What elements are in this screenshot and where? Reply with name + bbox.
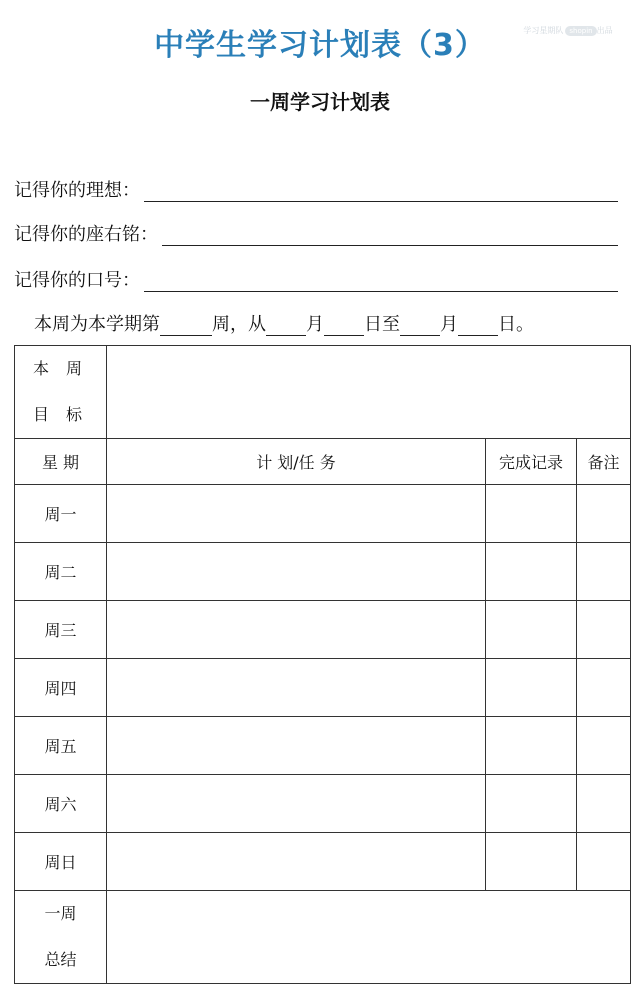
table-row	[15, 717, 631, 775]
goal-row	[15, 346, 631, 439]
plan-cell[interactable]	[107, 775, 486, 833]
start-day-blank[interactable]	[324, 317, 364, 336]
record-cell[interactable]	[486, 601, 577, 659]
note-cell[interactable]	[577, 543, 631, 601]
weekly-plan-table	[14, 345, 631, 984]
week-text-4: 日至	[364, 314, 400, 335]
note-cell[interactable]	[577, 601, 631, 659]
goal-input-cell[interactable]	[107, 346, 631, 439]
note-cell[interactable]	[577, 833, 631, 891]
slogan-field	[14, 264, 618, 292]
ideal-input-line[interactable]	[144, 181, 618, 202]
motto-input-line[interactable]	[162, 225, 618, 246]
plan-cell[interactable]	[107, 543, 486, 601]
week-text-3: 月	[306, 314, 324, 335]
page-subtitle: 一周学习计划表	[250, 90, 390, 114]
watermark-suffix: 出品	[596, 26, 613, 35]
day-label: 周四	[15, 659, 107, 717]
week-text-1: 本周为本学期第	[34, 314, 160, 335]
plan-cell[interactable]	[107, 485, 486, 543]
summary-label-line-2: 总结	[44, 950, 77, 969]
week-number-blank[interactable]	[160, 317, 212, 336]
record-cell[interactable]	[486, 833, 577, 891]
motto-field	[14, 218, 618, 246]
week-text-5: 月	[440, 314, 458, 335]
watermark-text: 学习星期队	[523, 26, 564, 35]
goal-label-cell	[15, 346, 107, 439]
header-row	[15, 439, 631, 485]
week-info-line	[34, 310, 534, 336]
summary-label-cell	[15, 891, 107, 984]
week-text-6: 日。	[498, 314, 534, 335]
table-row	[15, 485, 631, 543]
day-label: 周一	[15, 485, 107, 543]
day-label: 周五	[15, 717, 107, 775]
record-cell[interactable]	[486, 543, 577, 601]
ideal-label: 记得你的理想：	[14, 180, 140, 201]
day-label: 周三	[15, 601, 107, 659]
table-row	[15, 833, 631, 891]
goal-label-line-1: 本 周	[32, 359, 89, 378]
record-cell[interactable]	[486, 485, 577, 543]
table-row	[15, 775, 631, 833]
page-title: 中学生学习计划表（3）	[154, 28, 486, 63]
record-header: 完成记录	[486, 439, 577, 485]
end-day-blank[interactable]	[458, 317, 498, 336]
note-cell[interactable]	[577, 775, 631, 833]
note-cell[interactable]	[577, 717, 631, 775]
day-header: 星 期	[15, 439, 107, 485]
summary-row	[15, 891, 631, 984]
note-cell[interactable]	[577, 485, 631, 543]
plan-cell[interactable]	[107, 833, 486, 891]
watermark-badge: shopin	[565, 26, 596, 36]
day-label: 周二	[15, 543, 107, 601]
record-cell[interactable]	[486, 659, 577, 717]
plan-cell[interactable]	[107, 717, 486, 775]
slogan-label: 记得你的口号：	[14, 270, 140, 291]
goal-label-line-2: 目 标	[32, 405, 89, 424]
record-cell[interactable]	[486, 717, 577, 775]
week-text-2: 周，从	[212, 314, 266, 335]
table-row	[15, 601, 631, 659]
day-label: 周日	[15, 833, 107, 891]
record-cell[interactable]	[486, 775, 577, 833]
day-label: 周六	[15, 775, 107, 833]
end-month-blank[interactable]	[400, 317, 440, 336]
motto-label: 记得你的座右铭：	[14, 224, 158, 245]
start-month-blank[interactable]	[266, 317, 306, 336]
slogan-input-line[interactable]	[144, 271, 618, 292]
summary-input-cell[interactable]	[107, 891, 631, 984]
table-row	[15, 659, 631, 717]
plan-cell[interactable]	[107, 659, 486, 717]
ideal-field	[14, 174, 618, 202]
plan-cell[interactable]	[107, 601, 486, 659]
note-header: 备注	[577, 439, 631, 485]
table-row	[15, 543, 631, 601]
summary-label-line-1: 一周	[44, 904, 77, 923]
note-cell[interactable]	[577, 659, 631, 717]
plan-header: 计 划/任 务	[107, 439, 486, 485]
watermark-logo	[522, 26, 614, 46]
